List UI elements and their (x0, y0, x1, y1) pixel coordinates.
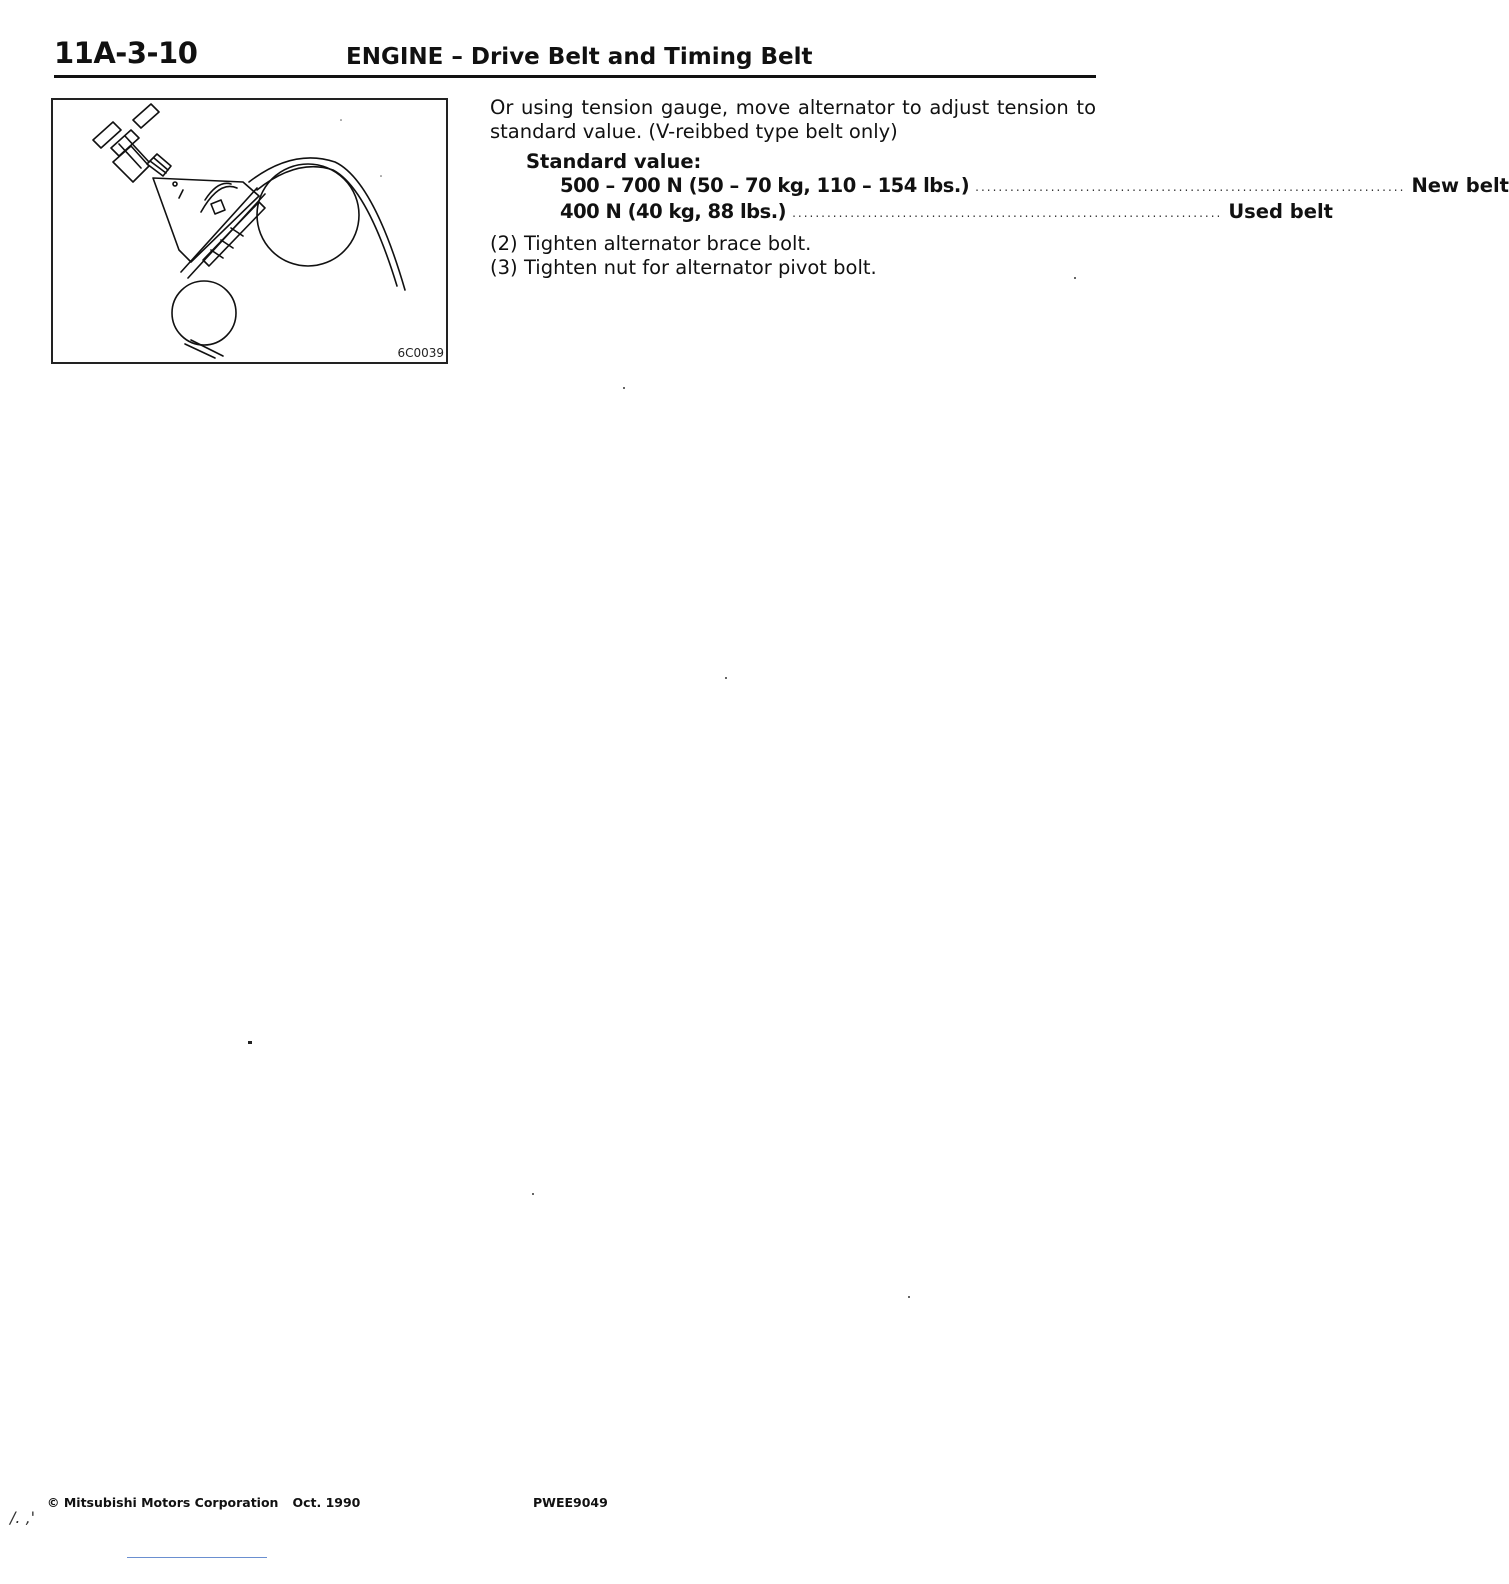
standard-value-condition: Used belt (1228, 200, 1333, 223)
step-text: Tighten nut for alternator pivot bolt. (524, 256, 877, 279)
step-number: (3) (490, 256, 518, 279)
gauge-body (153, 178, 259, 262)
belt-inner-upper (257, 167, 397, 286)
scan-mark: /. ,' (10, 1508, 36, 1527)
header-rule (54, 75, 1096, 78)
intro-paragraph: Or using tension gauge, move alternator to adjust tension to standard value. (V-reibbed type belt only) (490, 96, 1096, 143)
standard-value: 400 N (40 kg, 88 lbs.) (560, 200, 787, 223)
standard-value-condition: New belt (1411, 174, 1509, 197)
footer-date: Oct. 1990 (292, 1495, 361, 1510)
step-item (490, 232, 1096, 256)
standard-value-row (560, 174, 1509, 200)
standard-value: 500 – 700 N (50 – 70 kg, 110 – 154 lbs.) (560, 174, 970, 197)
step-list (490, 232, 1096, 280)
dot-leader: .......................................................................... (975, 180, 1406, 194)
step-number: (2) (490, 232, 518, 255)
footer-doc-code: PWEE9049 (533, 1495, 608, 1510)
footer-copyright (47, 1495, 360, 1510)
step-item (490, 256, 1096, 280)
dot-leader: .......................................................................... (792, 206, 1223, 220)
procedure-text (490, 96, 1509, 280)
bottom-scan-line (127, 1557, 267, 1558)
scan-speck (532, 1193, 534, 1195)
standard-value-label: Standard value: (526, 150, 702, 173)
scan-speck (248, 1041, 252, 1044)
figure-code: 6C0039 (397, 346, 444, 360)
page-title: ENGINE – Drive Belt and Timing Belt (346, 44, 813, 70)
scan-speck (1074, 277, 1076, 279)
scan-speck (725, 677, 727, 679)
scan-speck (623, 387, 625, 389)
crank-pulley (172, 281, 236, 345)
copyright-text: © Mitsubishi Motors Corporation (47, 1495, 279, 1510)
page-number: 11A-3-10 (54, 36, 198, 70)
scan-speck (908, 1296, 910, 1298)
step-text: Tighten alternator brace bolt. (524, 232, 812, 255)
tension-gauge-illustration (53, 100, 446, 362)
tension-gauge-figure (51, 98, 448, 364)
standard-value-row (560, 200, 1333, 226)
